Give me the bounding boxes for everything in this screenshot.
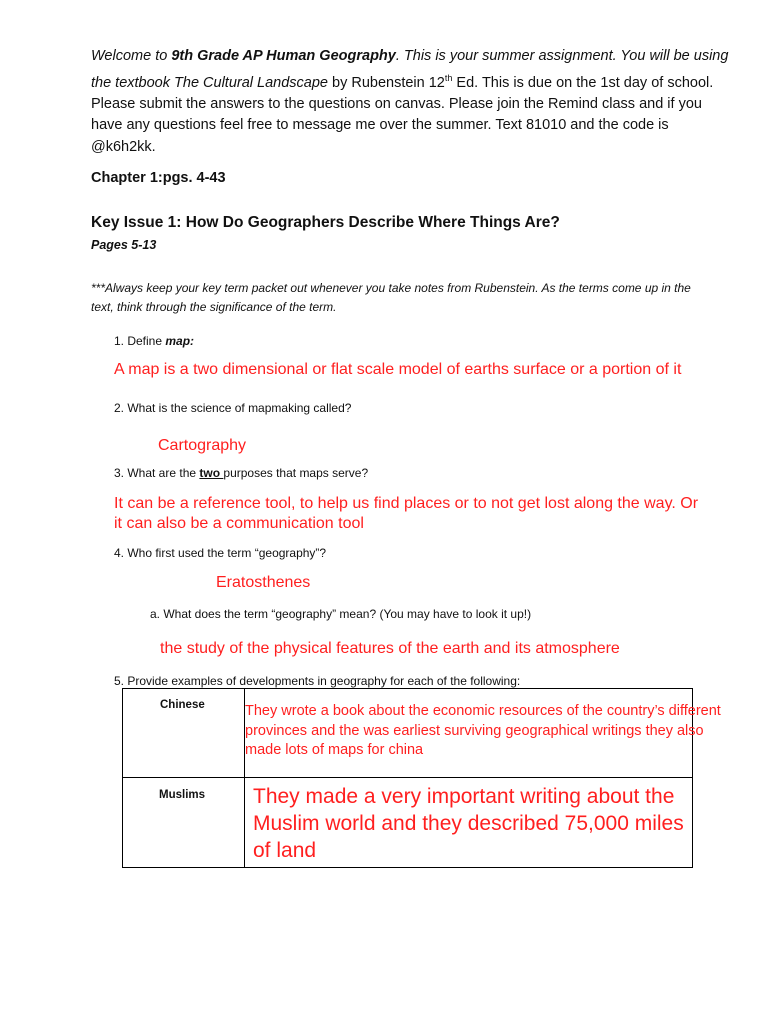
answer-2: Cartography <box>158 437 247 454</box>
question-5: 5. Provide examples of developments in geography for each of the following: <box>114 674 521 688</box>
question-1-term: map: <box>165 334 195 348</box>
question-3-suffix: purposes that maps serve? <box>223 466 369 480</box>
row-answer-muslims: They made a very important writing about the Muslim world and they described 75,000 miles of land <box>253 785 684 862</box>
table-row-divider <box>123 777 692 778</box>
intro-paragraph <box>91 46 731 158</box>
question-2: 2. What is the science of mapmaking called? <box>114 401 352 415</box>
developments-table <box>122 688 721 868</box>
intro-text-1: Welcome to <box>91 48 172 64</box>
key-term-note: ***Always keep your key term packet out whenever you take notes from Rubenstein. As the terms come up in the text, think through the significance of the term. <box>91 281 691 314</box>
row-answer-chinese: They wrote a book about the economic resources of the country’s different provinces and the was earliest surviving geographical writings they also made lots of maps for china <box>245 703 721 758</box>
row-label-chinese: Chinese <box>160 699 205 711</box>
question-1-prefix: 1. Define <box>114 334 166 348</box>
question-4a: a. What does the term “geography” mean? (You may have to look it up!) <box>150 607 532 621</box>
question-3 <box>114 466 368 480</box>
intro-text-3: by Rubenstein 12 <box>332 74 445 91</box>
intro-text-2: . This is your summer assignment. You will be using the textbook The Cultural Landscape <box>91 48 729 91</box>
answer-3: It can be a reference tool, to help us find places or to not get lost along the way. Or it can also be a communication tool <box>114 495 699 532</box>
question-3-emphasis: two <box>199 466 224 480</box>
course-name: 9th Grade AP Human Geography <box>171 48 396 64</box>
answer-4a: the study of the physical features of the earth and its atmosphere <box>160 640 620 657</box>
key-issue-heading: Key Issue 1: How Do Geographers Describe Where Things Are? <box>91 214 560 231</box>
question-3-prefix: 3. What are the <box>114 466 200 480</box>
chapter-heading: Chapter 1:pgs. 4-43 <box>91 170 226 186</box>
answer-4: Eratosthenes <box>216 574 311 591</box>
pages-range: Pages 5-13 <box>91 238 157 252</box>
question-1 <box>114 334 194 348</box>
row-label-muslims: Muslims <box>159 789 206 801</box>
intro-text-4: Ed. This is due on the 1st day of school. Please submit the answers to the questions on canvas. Please join the Remind class and if you have any questions feel free to message me over the summer. Text 81010 and the code is @k6h2kk. <box>91 74 714 155</box>
question-4: 4. Who first used the term “geography”? <box>114 546 327 560</box>
answer-1: A map is a two dimensional or flat scale model of earths surface or a portion of it <box>114 361 682 378</box>
edition-superscript: th <box>444 72 453 83</box>
